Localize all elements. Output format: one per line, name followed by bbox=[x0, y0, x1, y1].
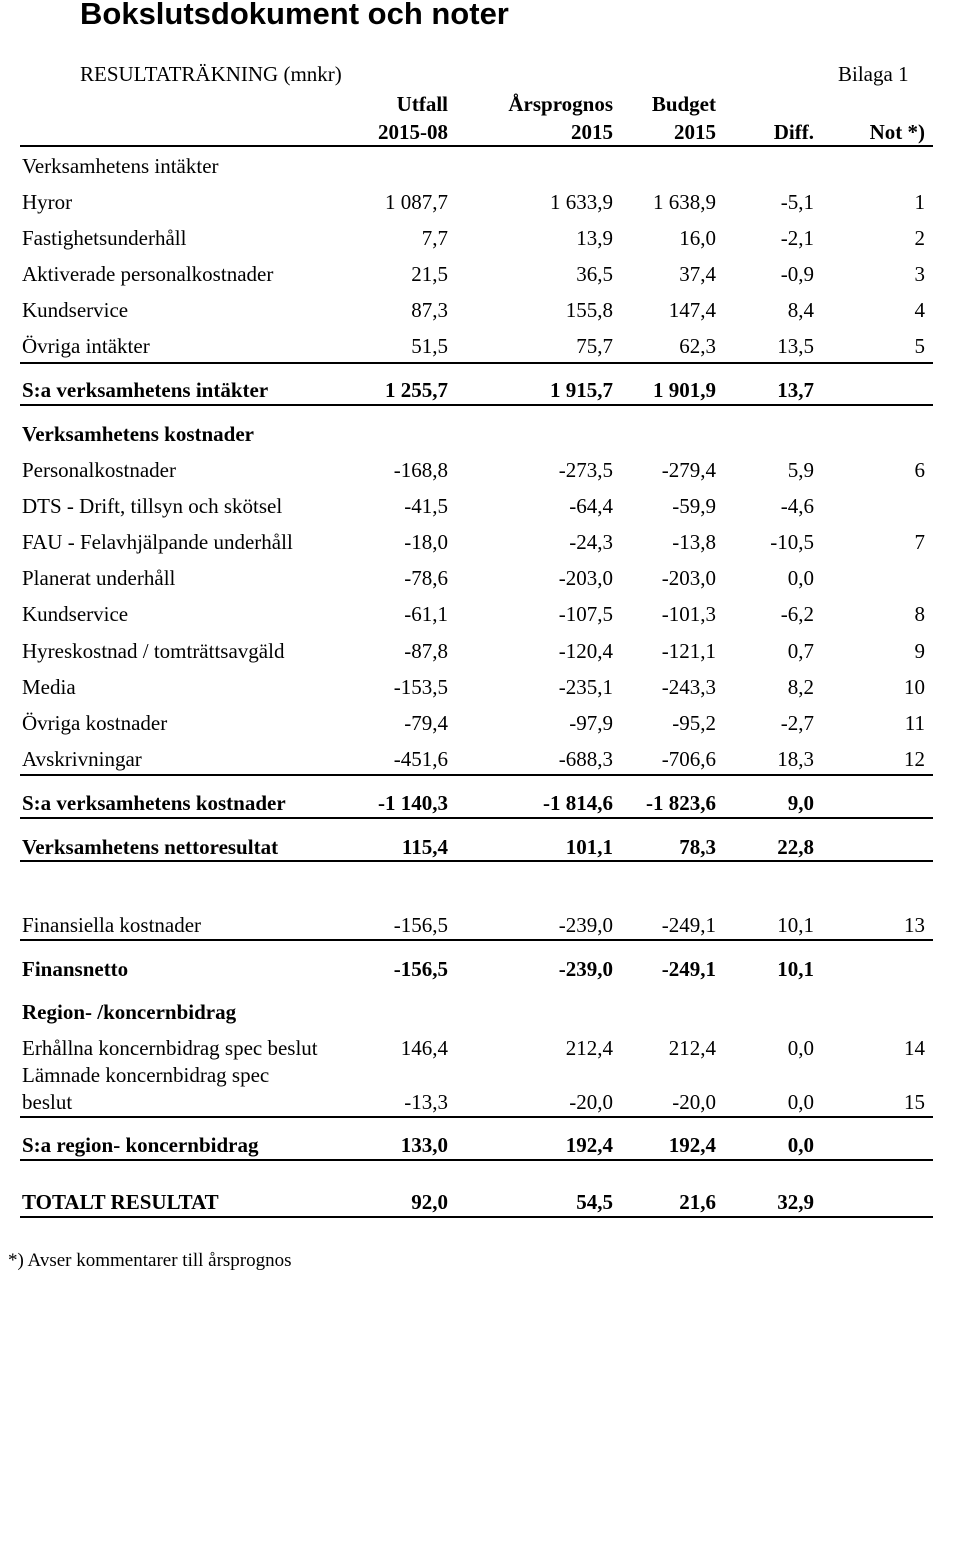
cell-prognos: -120,4 bbox=[558, 638, 613, 663]
region-total-rule bbox=[20, 1159, 933, 1161]
cell-note: 14 bbox=[904, 1036, 925, 1060]
cell-budget: -279,4 bbox=[661, 458, 716, 482]
cell-note: 2 bbox=[914, 226, 925, 250]
cell-budget: 192,4 bbox=[668, 1133, 716, 1157]
cell-prognos: -239,0 bbox=[558, 913, 613, 937]
column-header-not: Not *) bbox=[869, 120, 925, 144]
row-label: Personalkostnader bbox=[22, 458, 176, 482]
cell-budget: 1 901,9 bbox=[653, 378, 716, 402]
page-title: Bokslutsdokument och noter bbox=[80, 0, 509, 31]
column-header-utfall-line1: Utfall bbox=[396, 92, 448, 116]
cell-budget: 147,4 bbox=[668, 298, 716, 322]
row-label: Hyreskostnad / tomträttsavgäld bbox=[22, 638, 285, 663]
cell-budget: 1 638,9 bbox=[653, 190, 716, 214]
table-row bbox=[0, 190, 960, 220]
table-row bbox=[0, 334, 960, 364]
erhallna-row bbox=[0, 1036, 960, 1066]
column-header-prognos-line2: 2015 bbox=[571, 120, 613, 144]
cell-note: 10 bbox=[904, 674, 925, 699]
report-title: RESULTATRÄKNING (mnkr) bbox=[80, 62, 342, 86]
cell-utfall: 21,5 bbox=[411, 262, 448, 286]
table-row bbox=[0, 675, 960, 705]
cell-diff: 8,4 bbox=[787, 298, 814, 322]
table-row bbox=[0, 494, 960, 524]
cell-prognos: -97,9 bbox=[569, 710, 613, 735]
cell-budget: 16,0 bbox=[679, 226, 716, 250]
cell-prognos: -107,5 bbox=[558, 602, 613, 627]
table-row bbox=[0, 639, 960, 669]
cell-diff: 10,1 bbox=[777, 957, 814, 981]
cell-note: 3 bbox=[914, 262, 925, 286]
row-label: Verksamhetens nettoresultat bbox=[22, 835, 279, 859]
row-label: Övriga kostnader bbox=[22, 710, 168, 735]
cost-subtotal-rule bbox=[20, 774, 933, 776]
table-row bbox=[0, 566, 960, 596]
row-label: Finansnetto bbox=[22, 957, 129, 981]
cell-budget: -121,1 bbox=[661, 638, 716, 663]
column-header-budget-line2: 2015 bbox=[674, 120, 716, 144]
row-label: Hyror bbox=[22, 190, 73, 214]
cell-prognos: 212,4 bbox=[565, 1036, 613, 1060]
cost-total-rule bbox=[20, 817, 933, 819]
header-rule bbox=[20, 145, 933, 147]
lamnade-rule bbox=[20, 1116, 933, 1118]
table-row bbox=[0, 602, 960, 632]
cell-note: 13 bbox=[904, 913, 925, 937]
row-label: Planerat underhåll bbox=[22, 566, 176, 591]
cell-note: 7 bbox=[914, 530, 925, 555]
cell-utfall: -153,5 bbox=[393, 674, 448, 699]
cell-budget: -249,1 bbox=[661, 913, 716, 937]
table-row bbox=[0, 711, 960, 741]
column-header-prognos-line1: Årsprognos bbox=[508, 92, 613, 116]
row-label: Aktiverade personalkostnader bbox=[22, 262, 274, 286]
column-header-utfall bbox=[378, 90, 448, 146]
cell-budget: -1 823,6 bbox=[646, 791, 716, 815]
cell-diff: 5,9 bbox=[787, 458, 814, 482]
cell-prognos: -235,1 bbox=[558, 674, 613, 699]
cell-utfall: -41,5 bbox=[404, 494, 448, 519]
income-subtotal-rule bbox=[20, 362, 933, 364]
cell-utfall: 51,5 bbox=[411, 334, 448, 358]
cell-utfall: -87,8 bbox=[404, 638, 448, 663]
cell-prognos: 1 633,9 bbox=[550, 190, 613, 214]
cell-utfall: 146,4 bbox=[400, 1036, 448, 1060]
cell-diff: -0,9 bbox=[780, 262, 814, 286]
cell-budget: 62,3 bbox=[679, 334, 716, 358]
row-label: beslut bbox=[22, 1090, 73, 1114]
column-header-budget bbox=[652, 90, 716, 146]
cell-budget: 78,3 bbox=[679, 835, 716, 859]
cell-utfall: -156,5 bbox=[393, 957, 448, 981]
finans-rule bbox=[20, 939, 933, 941]
cell-budget: -95,2 bbox=[672, 710, 716, 735]
column-header-diff: Diff. bbox=[773, 120, 814, 144]
cell-diff: 9,0 bbox=[787, 791, 814, 815]
row-label: Kundservice bbox=[22, 602, 129, 627]
cell-budget: -203,0 bbox=[661, 566, 716, 591]
cell-diff: 10,1 bbox=[777, 913, 814, 937]
cell-diff: -6,2 bbox=[780, 602, 814, 627]
cell-utfall: 92,0 bbox=[411, 1190, 448, 1214]
column-header-utfall-line2: 2015-08 bbox=[378, 120, 448, 144]
cell-diff: 32,9 bbox=[777, 1190, 814, 1214]
cell-diff: 13,5 bbox=[777, 334, 814, 358]
cell-budget: 21,6 bbox=[679, 1190, 716, 1214]
table-row bbox=[0, 747, 960, 777]
cell-diff: 0,0 bbox=[787, 1133, 814, 1157]
row-label: S:a verksamhetens kostnader bbox=[22, 791, 286, 815]
cell-prognos: 155,8 bbox=[565, 298, 613, 322]
cell-utfall: -1 140,3 bbox=[378, 791, 448, 815]
cell-diff: 13,7 bbox=[777, 378, 814, 402]
cell-budget: 37,4 bbox=[679, 262, 716, 286]
cell-prognos: 13,9 bbox=[576, 226, 613, 250]
row-label: S:a region- koncernbidrag bbox=[22, 1133, 259, 1157]
cell-utfall: -168,8 bbox=[393, 458, 448, 482]
row-label: Avskrivningar bbox=[22, 746, 142, 771]
row-label: Media bbox=[22, 674, 76, 699]
cell-diff: -2,7 bbox=[780, 710, 814, 735]
cell-budget: -101,3 bbox=[661, 602, 716, 627]
cell-budget: -20,0 bbox=[672, 1090, 716, 1114]
table-row bbox=[0, 458, 960, 488]
cell-prognos: -1 814,6 bbox=[543, 791, 613, 815]
cell-utfall: -13,3 bbox=[404, 1090, 448, 1114]
cell-utfall: 115,4 bbox=[401, 835, 448, 859]
cell-prognos: -688,3 bbox=[558, 746, 613, 771]
row-label: FAU - Felavhjälpande underhåll bbox=[22, 530, 293, 555]
cell-budget: -249,1 bbox=[661, 957, 716, 981]
row-label: S:a verksamhetens intäkter bbox=[22, 378, 269, 402]
cell-prognos: -24,3 bbox=[569, 530, 613, 555]
finansnetto-row bbox=[0, 957, 960, 987]
table-row bbox=[0, 262, 960, 292]
cell-utfall: 7,7 bbox=[421, 226, 448, 250]
cell-note: 1 bbox=[914, 190, 925, 214]
section-heading-kostnader: Verksamhetens kostnader bbox=[22, 422, 254, 446]
cell-prognos: -273,5 bbox=[558, 458, 613, 482]
cell-utfall: -61,1 bbox=[404, 602, 448, 627]
cell-diff: 18,3 bbox=[777, 746, 814, 771]
cell-note: 12 bbox=[904, 746, 925, 771]
cell-budget: -706,6 bbox=[661, 746, 716, 771]
cell-budget: -59,9 bbox=[672, 494, 716, 519]
cell-utfall: -451,6 bbox=[393, 746, 448, 771]
cell-prognos: 75,7 bbox=[576, 334, 613, 358]
appendix-label: Bilaga 1 bbox=[838, 62, 909, 86]
row-label: TOTALT RESULTAT bbox=[22, 1190, 219, 1214]
cell-utfall: -18,0 bbox=[404, 530, 448, 555]
table-row bbox=[0, 530, 960, 560]
cell-note: 4 bbox=[914, 298, 925, 322]
cell-utfall: 1 087,7 bbox=[385, 190, 448, 214]
lamnade-label-line1: Lämnade koncernbidrag spec bbox=[22, 1063, 270, 1087]
row-label: Kundservice bbox=[22, 298, 129, 322]
cell-budget: -13,8 bbox=[672, 530, 716, 555]
row-label: DTS - Drift, tillsyn och skötsel bbox=[22, 494, 283, 519]
cell-note: 6 bbox=[914, 458, 925, 482]
cell-diff: 0,0 bbox=[787, 566, 814, 591]
section-heading-intakter: Verksamhetens intäkter bbox=[22, 154, 219, 178]
cell-prognos: -239,0 bbox=[558, 957, 613, 981]
cell-prognos: 36,5 bbox=[576, 262, 613, 286]
row-label: Erhållna koncernbidrag spec beslut bbox=[22, 1036, 318, 1060]
cell-prognos: -20,0 bbox=[569, 1090, 613, 1114]
netto-rule bbox=[20, 860, 933, 862]
cell-utfall: -79,4 bbox=[404, 710, 448, 735]
cell-prognos: -64,4 bbox=[569, 494, 613, 519]
cell-diff: 22,8 bbox=[777, 835, 814, 859]
table-row bbox=[0, 298, 960, 328]
footnote: *) Avser kommentarer till årsprognos bbox=[8, 1250, 292, 1271]
cell-utfall: -78,6 bbox=[404, 566, 448, 591]
table-row bbox=[0, 226, 960, 256]
cell-prognos: 54,5 bbox=[576, 1190, 613, 1214]
cell-prognos: 1 915,7 bbox=[550, 378, 613, 402]
cell-diff: -4,6 bbox=[780, 494, 814, 519]
cell-diff: -2,1 bbox=[780, 226, 814, 250]
cell-prognos: 192,4 bbox=[565, 1133, 613, 1157]
cell-note: 5 bbox=[914, 334, 925, 358]
cell-diff: 0,0 bbox=[787, 1036, 814, 1060]
income-total-rule bbox=[20, 404, 933, 406]
column-header-prognos bbox=[508, 90, 613, 146]
cell-note: 9 bbox=[914, 638, 925, 663]
cell-note: 8 bbox=[914, 602, 925, 627]
cell-budget: 212,4 bbox=[668, 1036, 716, 1060]
cell-diff: 8,2 bbox=[787, 674, 814, 699]
cell-utfall: -156,5 bbox=[393, 913, 448, 937]
cell-prognos: 101,1 bbox=[565, 835, 613, 859]
row-label: Fastighetsunderhåll bbox=[22, 226, 187, 250]
cell-note: 15 bbox=[904, 1090, 925, 1114]
total-result-rule bbox=[20, 1216, 933, 1218]
row-label: Övriga intäkter bbox=[22, 334, 150, 358]
cell-prognos: -203,0 bbox=[558, 566, 613, 591]
cell-utfall: 133,0 bbox=[400, 1133, 448, 1157]
cell-diff: -10,5 bbox=[770, 530, 814, 555]
cell-diff: 0,0 bbox=[787, 1090, 814, 1114]
cell-utfall: 1 255,7 bbox=[385, 378, 448, 402]
cell-diff: 0,7 bbox=[787, 638, 814, 663]
cell-utfall: 87,3 bbox=[411, 298, 448, 322]
section-heading-region: Region- /koncernbidrag bbox=[22, 1000, 237, 1024]
cell-budget: -243,3 bbox=[661, 674, 716, 699]
cell-diff: -5,1 bbox=[780, 190, 814, 214]
cell-note: 11 bbox=[904, 710, 925, 735]
column-header-budget-line1: Budget bbox=[651, 92, 716, 116]
row-label: Finansiella kostnader bbox=[22, 913, 202, 937]
